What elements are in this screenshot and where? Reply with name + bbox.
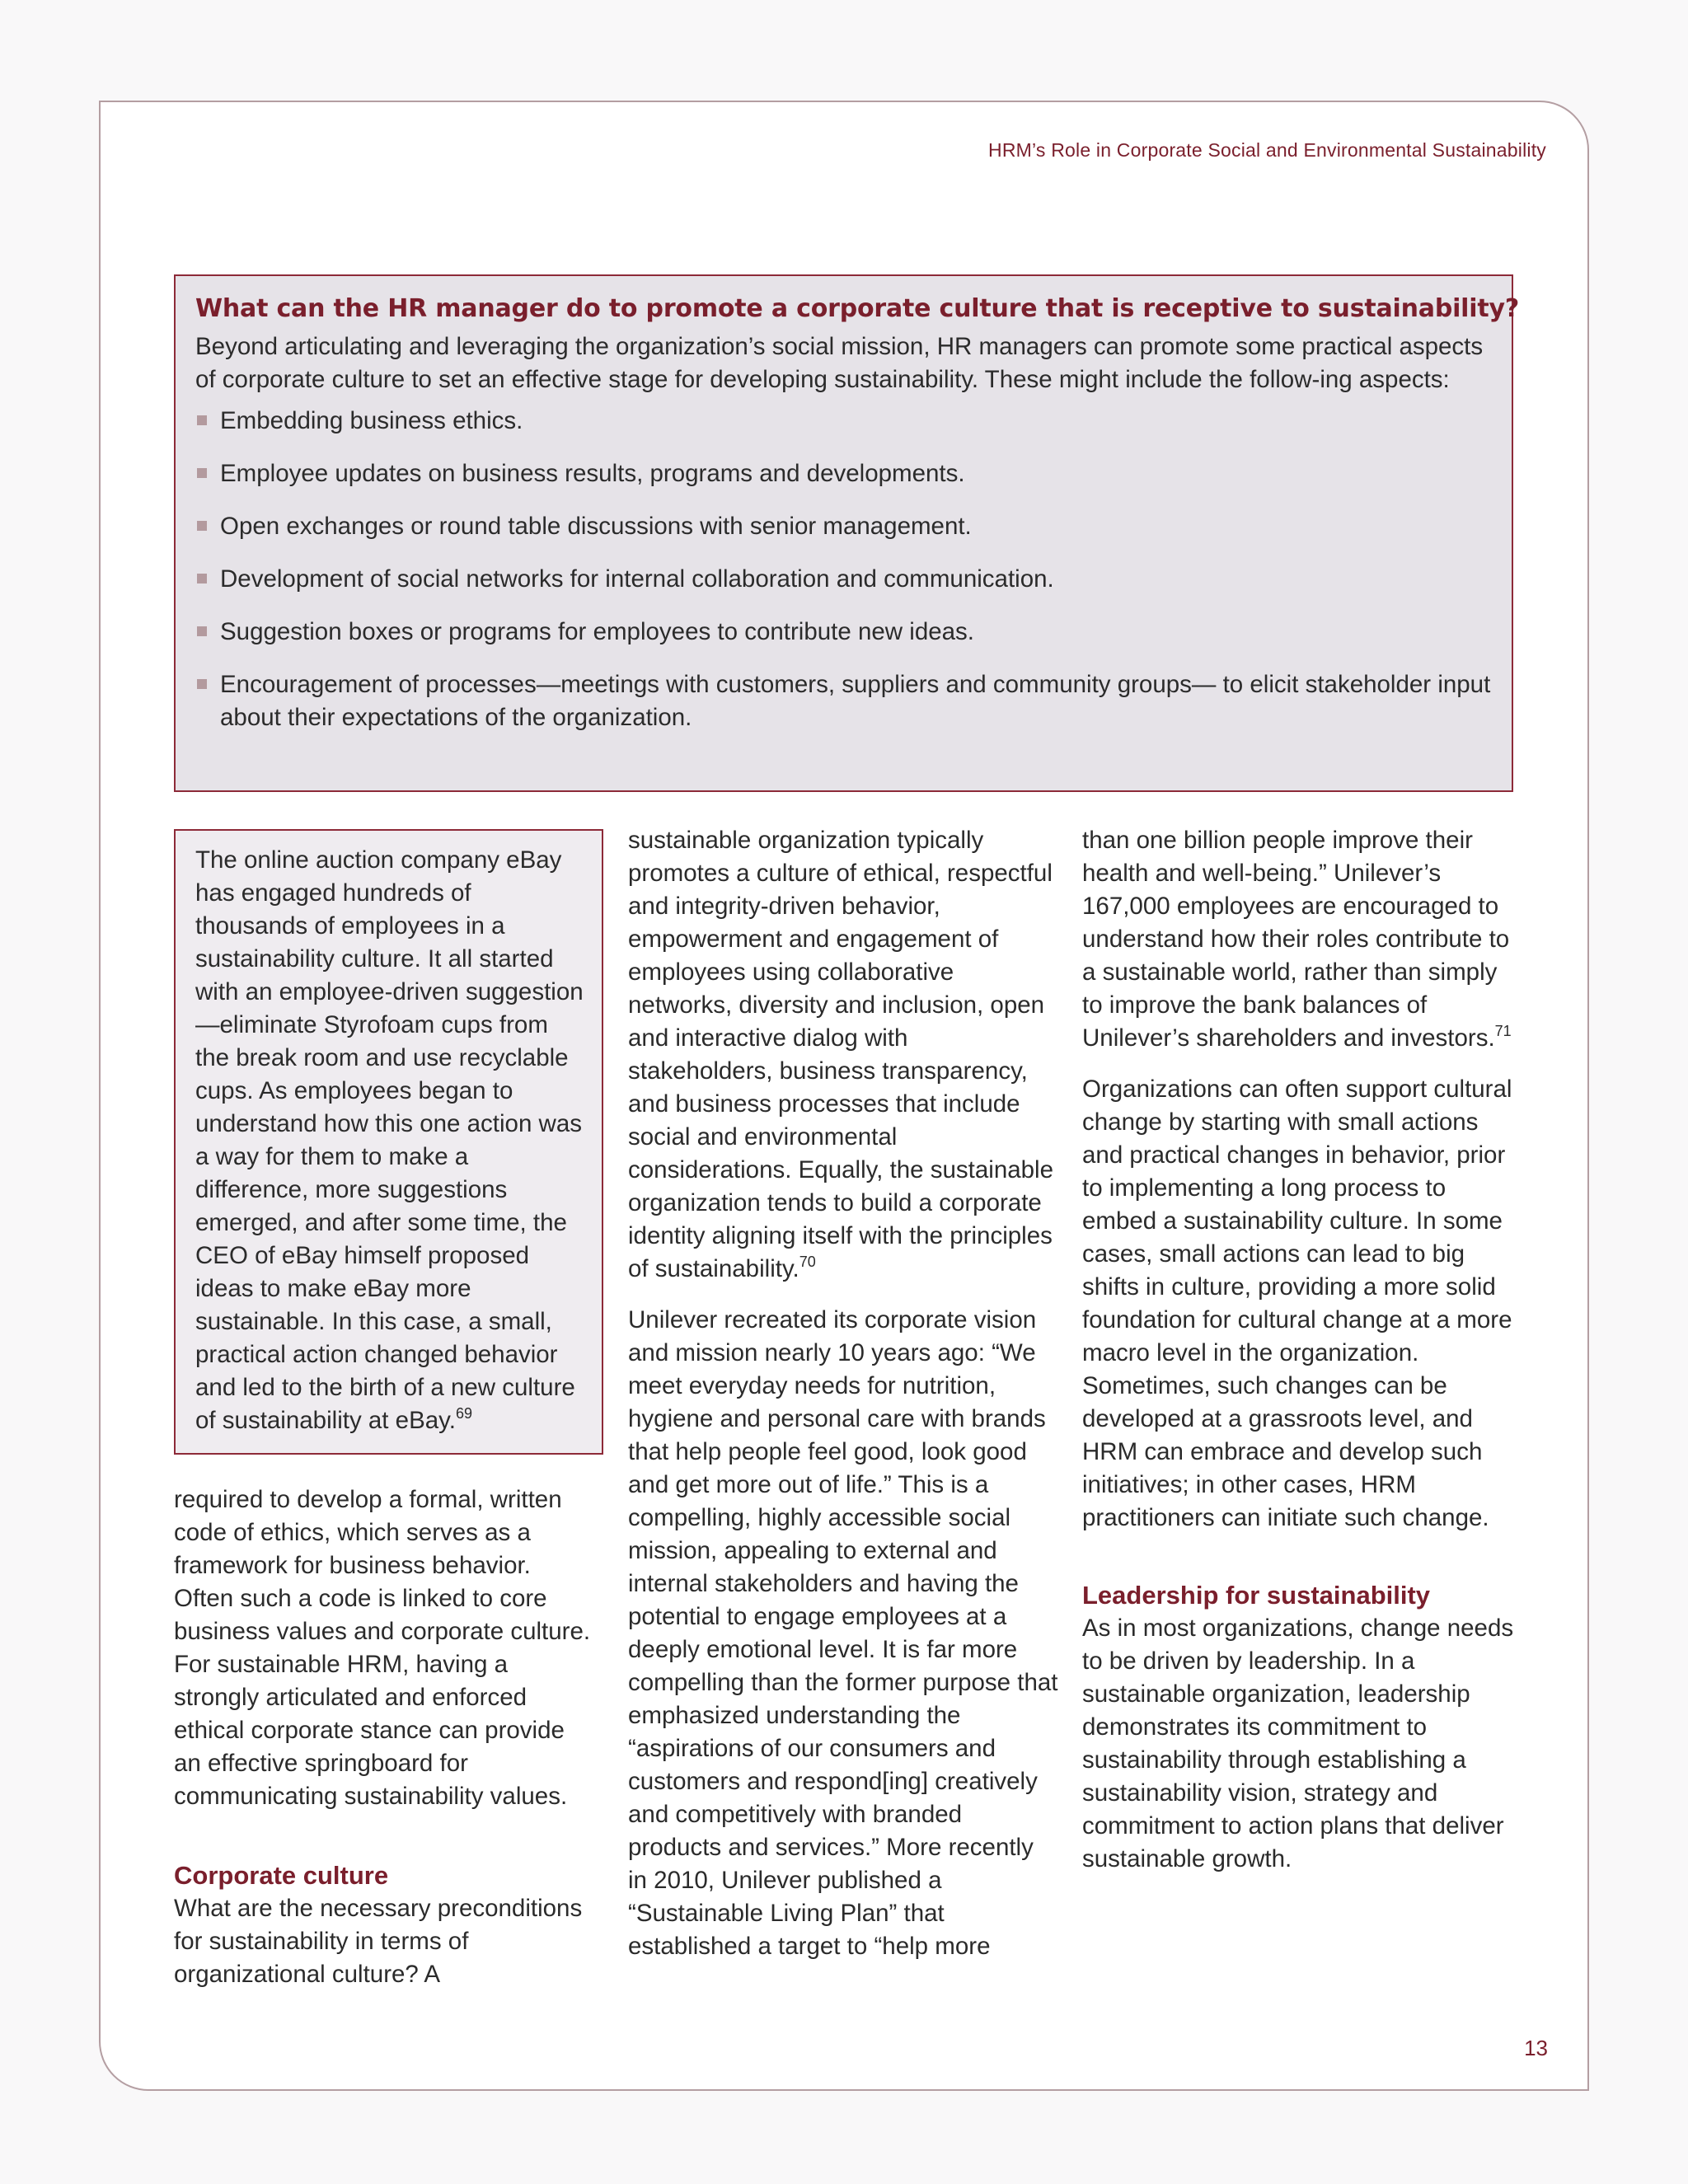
bullet-square-icon — [197, 626, 207, 636]
corporate-culture-heading: Corporate culture — [174, 1861, 389, 1890]
list-item: Development of social networks for internal collaboration and communication. — [195, 563, 1492, 596]
bullet-square-icon — [197, 521, 207, 531]
column-3-para-2: Organizations can often support cultural change by starting with small actions and practical changes in behavior, prior to implementing a long process to embed a sustainability culture. In some cases, small actions can lead to big shifts in culture, providing a more solid foundation for cultural change at a more macro level in the organization. Sometimes, such changes can be developed at a grassroots level, and HRM can embrace and develop such initiatives; in other cases, HRM practitioners can initiate such change. — [1082, 1076, 1512, 1531]
column-3-para-3: As in most organizations, change needs to be driven by leadership. In a sustainable organization, leadership demonstrates its commitment to sustainability through establishing a sustainability vision, strategy and commitment to action plans that deliver sustainable growth. — [1082, 1615, 1514, 1872]
bullet-square-icon — [197, 679, 207, 689]
ebay-sidebar — [174, 829, 603, 1455]
column-2-para-1: sustainable organization typically promotes a culture of ethical, respectful and integrity-driven behavior, empowerment and engagement of employees using collaborative networks, diversity and inclusion, open and interactive dialog with stakeholders, business transparency, and business processes that include social and environmental considerations. Equally, the sustainable organization tends to build a corporate identity aligning itself with the principles of sustainability.$^{70}$ — [628, 827, 1054, 1282]
footnote-ref: 71 — [1494, 1023, 1512, 1039]
question-box-title: What can the HR manager do to promote a corporate culture that is receptive to sustainability? — [195, 294, 1520, 323]
column-2-para-2: Unilever recreated its corporate vision and mission nearly 10 years ago: “We meet everyday needs for nutrition, hygiene and personal care with brands that help people feel good, look good and get more out of life.” This is a compelling, highly accessible social mission, appealing to external and internal stakeholders and having the potential to engage employees at a deeply emotional level. It is far more compelling than the former purpose that emphasized understanding the “aspirations of our consumers and customers and respond[ing] creatively and competitively with branded products and services.” More recently in 2010, Unilever published a “Sustainable Living Plan” that established a target to “help more — [628, 1306, 1058, 1960]
question-box-list — [195, 405, 1492, 734]
list-item: Encouragement of processes—meetings with customers, suppliers and community groups— to elicit stakeholder input about their expectations of the organization. — [195, 668, 1492, 734]
footnote-ref: 69 — [455, 1405, 472, 1422]
footnote-ref: 70 — [799, 1254, 816, 1270]
list-item: Suggestion boxes or programs for employees to contribute new ideas. — [195, 616, 1492, 649]
column-1 — [174, 1483, 593, 1991]
column-1-para-2: What are the necessary preconditions for sustainability in terms of organizational culture? A — [174, 1895, 583, 1988]
list-item: Open exchanges or round table discussions with senior management. — [195, 510, 1492, 543]
sidebar-text: The online auction company eBay has engaged hundreds of thousands of employees in a sustainability culture. It all started with an employee-driven suggestion—eliminate Styrofoam cups from the break room and use recyclable cups. As employees began to understand how this one action was a way for them to make a difference, more suggestions emerged, and after some time, the CEO of eBay himself proposed ideas to make eBay more sustainable. In this case, a small, practical action changed behavior and led to the birth of a new culture of sustainability at eBay.$^{69}$ — [195, 846, 584, 1434]
page-number: 13 — [1524, 2036, 1548, 2060]
column-2 — [628, 824, 1058, 1963]
column-1-para-1: required to develop a formal, written code of ethics, which serves as a framework for business behavior. Often such a code is linked to core business values and corporate culture. For sustainable HRM, having a strongly articulated and enforced ethical corporate stance can provide an effective springboard for communicating sustainability values. — [174, 1486, 591, 1810]
list-item: Embedding business ethics. — [195, 405, 1492, 438]
bullet-square-icon — [197, 468, 207, 478]
question-box — [174, 274, 1520, 792]
list-item: Employee updates on business results, programs and developments. — [195, 457, 1492, 490]
bullet-square-icon — [197, 574, 207, 583]
running-header: HRM’s Role in Corporate Social and Environmental Sustainability — [988, 139, 1546, 161]
leadership-heading: Leadership for sustainability — [1082, 1581, 1431, 1610]
question-box-intro: Beyond articulating and leveraging the organization’s social mission, HR managers can promote some practical aspects of corporate culture to set an effective stage for developing sustainability. These might include the follow-ing aspects: — [195, 333, 1484, 393]
column-3 — [1082, 824, 1516, 1876]
bullet-square-icon — [197, 415, 207, 425]
column-3-para-1: than one billion people improve their health and well-being.” Unilever’s 167,000 employees are encouraged to understand how their roles contribute to a sustainable world, rather than simply to improve the bank balances of Unilever’s shareholders and investors.$^{71}$ — [1082, 827, 1512, 1052]
